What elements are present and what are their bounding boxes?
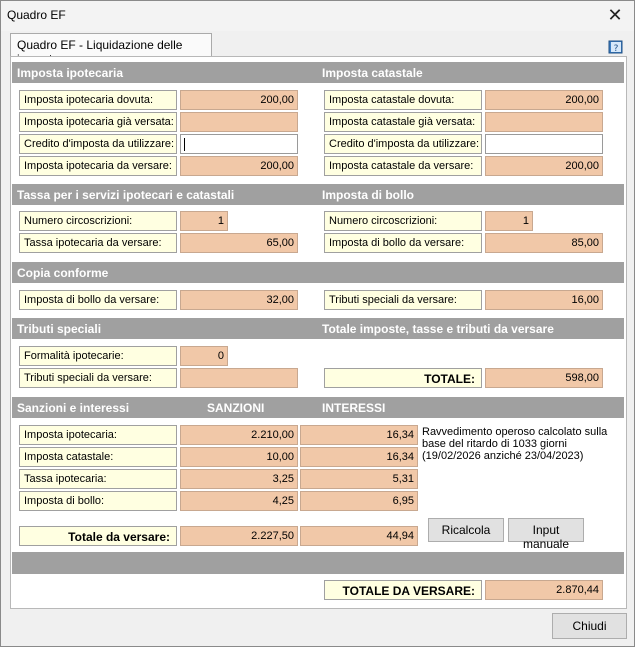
copia-bollo-label: Imposta di bollo da versare: [19, 290, 177, 310]
input-manuale-button[interactable]: Input manuale [508, 518, 584, 542]
catastale-da-versare-value: 200,00 [485, 156, 603, 176]
section-divider-bar [12, 552, 624, 574]
ipotecaria-da-versare-value: 200,00 [180, 156, 298, 176]
tributi-da-versare-value [180, 368, 298, 388]
header-col-sanzioni: SANZIONI [207, 401, 265, 415]
catastale-dovuta-value: 200,00 [485, 90, 603, 110]
header-imposta-catastale: Imposta catastale [322, 66, 423, 80]
totale-value: 598,00 [485, 368, 603, 388]
sanzioni-row-interessi: 6,95 [300, 491, 418, 511]
catastale-credito-input[interactable] [485, 134, 603, 154]
tassa-circoscrizioni-value: 1 [180, 211, 228, 231]
grand-total-value: 2.870,44 [485, 580, 603, 600]
ipotecaria-dovuta-label: Imposta ipotecaria dovuta: [19, 90, 177, 110]
sanzioni-row-interessi: 16,34 [300, 447, 418, 467]
sanzioni-row-sanzioni: 3,25 [180, 469, 298, 489]
sanzioni-row-label: Imposta ipotecaria: [19, 425, 177, 445]
tab-liquidazione[interactable]: Quadro EF - Liquidazione delle [10, 33, 212, 56]
window-title: Quadro EF [7, 8, 66, 22]
sanzioni-row-interessi: 16,34 [300, 425, 418, 445]
ricalcola-button[interactable]: Ricalcola [428, 518, 504, 542]
sanzioni-row-label: Tassa ipotecaria: [19, 469, 177, 489]
sanzioni-row-sanzioni: 4,25 [180, 491, 298, 511]
chiudi-button[interactable]: Chiudi [552, 613, 627, 639]
header-copia-conforme: Copia conforme [17, 266, 109, 280]
text-caret [184, 138, 185, 151]
help-book-icon[interactable] [608, 39, 624, 55]
ipotecaria-credito-label: Credito d'imposta da utilizzare: [19, 134, 177, 154]
header-tassa-servizi: Tassa per i servizi ipotecari e catastali [17, 188, 235, 202]
bollo-circoscrizioni-value: 1 [485, 211, 533, 231]
header-tributi-speciali: Tributi speciali [17, 322, 102, 336]
svg-text:?: ? [613, 44, 619, 54]
catastale-da-versare-label: Imposta catastale da versare: [324, 156, 482, 176]
sanzioni-row-interessi: 5,31 [300, 469, 418, 489]
header-sanzioni-interessi: Sanzioni e interessi [17, 401, 130, 415]
tassa-da-versare-label: Tassa ipotecaria da versare: [19, 233, 177, 253]
bollo-da-versare-label: Imposta di bollo da versare: [324, 233, 482, 253]
totale-sanzioni-value: 2.227,50 [180, 526, 298, 546]
formalita-value: 0 [180, 346, 228, 366]
bollo-da-versare-value: 85,00 [485, 233, 603, 253]
tassa-circoscrizioni-label: Numero circoscrizioni: [19, 211, 177, 231]
grand-total-label: TOTALE DA VERSARE: [324, 580, 482, 600]
ipotecaria-versata-label: Imposta ipotecaria già versata: [19, 112, 177, 132]
section-header-tassa-bollo [12, 184, 624, 205]
formalita-label: Formalità ipotecarie: [19, 346, 177, 366]
totale-label: TOTALE: [324, 368, 482, 388]
sanzioni-row-label: Imposta catastale: [19, 447, 177, 467]
sanzioni-row-sanzioni: 2.210,00 [180, 425, 298, 445]
totale-interessi-value: 44,94 [300, 526, 418, 546]
sanzioni-row-sanzioni: 10,00 [180, 447, 298, 467]
section-header-tributi-totale [12, 318, 624, 339]
section-header-sanzioni [12, 397, 624, 418]
catastale-versata-value [485, 112, 603, 132]
bollo-circoscrizioni-label: Numero circoscrizioni: [324, 211, 482, 231]
header-imposta-bollo: Imposta di bollo [322, 188, 414, 202]
ipotecaria-credito-input[interactable] [180, 134, 298, 154]
tributi-da-versare-label: Tributi speciali da versare: [19, 368, 177, 388]
ipotecaria-versata-value [180, 112, 298, 132]
copia-bollo-value: 32,00 [180, 290, 298, 310]
ipotecaria-da-versare-label: Imposta ipotecaria da versare: [19, 156, 177, 176]
ravvedimento-note: Ravvedimento operoso calcolato sulla base del ritardo di 1033 giorni (19/02/2026 anziché 23/04/2023) [422, 426, 608, 462]
title-bar [1, 1, 634, 31]
catastale-dovuta-label: Imposta catastale dovuta: [324, 90, 482, 110]
copia-tributi-value: 16,00 [485, 290, 603, 310]
section-header-copia-conforme [12, 262, 624, 283]
header-imposta-ipotecaria: Imposta ipotecaria [17, 66, 124, 80]
ipotecaria-dovuta-value: 200,00 [180, 90, 298, 110]
close-icon[interactable]: ✕ [607, 5, 623, 25]
copia-tributi-label: Tributi speciali da versare: [324, 290, 482, 310]
header-totale-imposte: Totale imposte, tasse e tributi da versare [322, 322, 554, 336]
sanzioni-row-label: Imposta di bollo: [19, 491, 177, 511]
section-header-ipotecaria-catastale [12, 62, 624, 83]
catastale-versata-label: Imposta catastale già versata: [324, 112, 482, 132]
tassa-da-versare-value: 65,00 [180, 233, 298, 253]
totale-da-versare-label: Totale da versare: [19, 526, 177, 546]
catastale-credito-label: Credito d'imposta da utilizzare: [324, 134, 482, 154]
header-col-interessi: INTERESSI [322, 401, 386, 415]
